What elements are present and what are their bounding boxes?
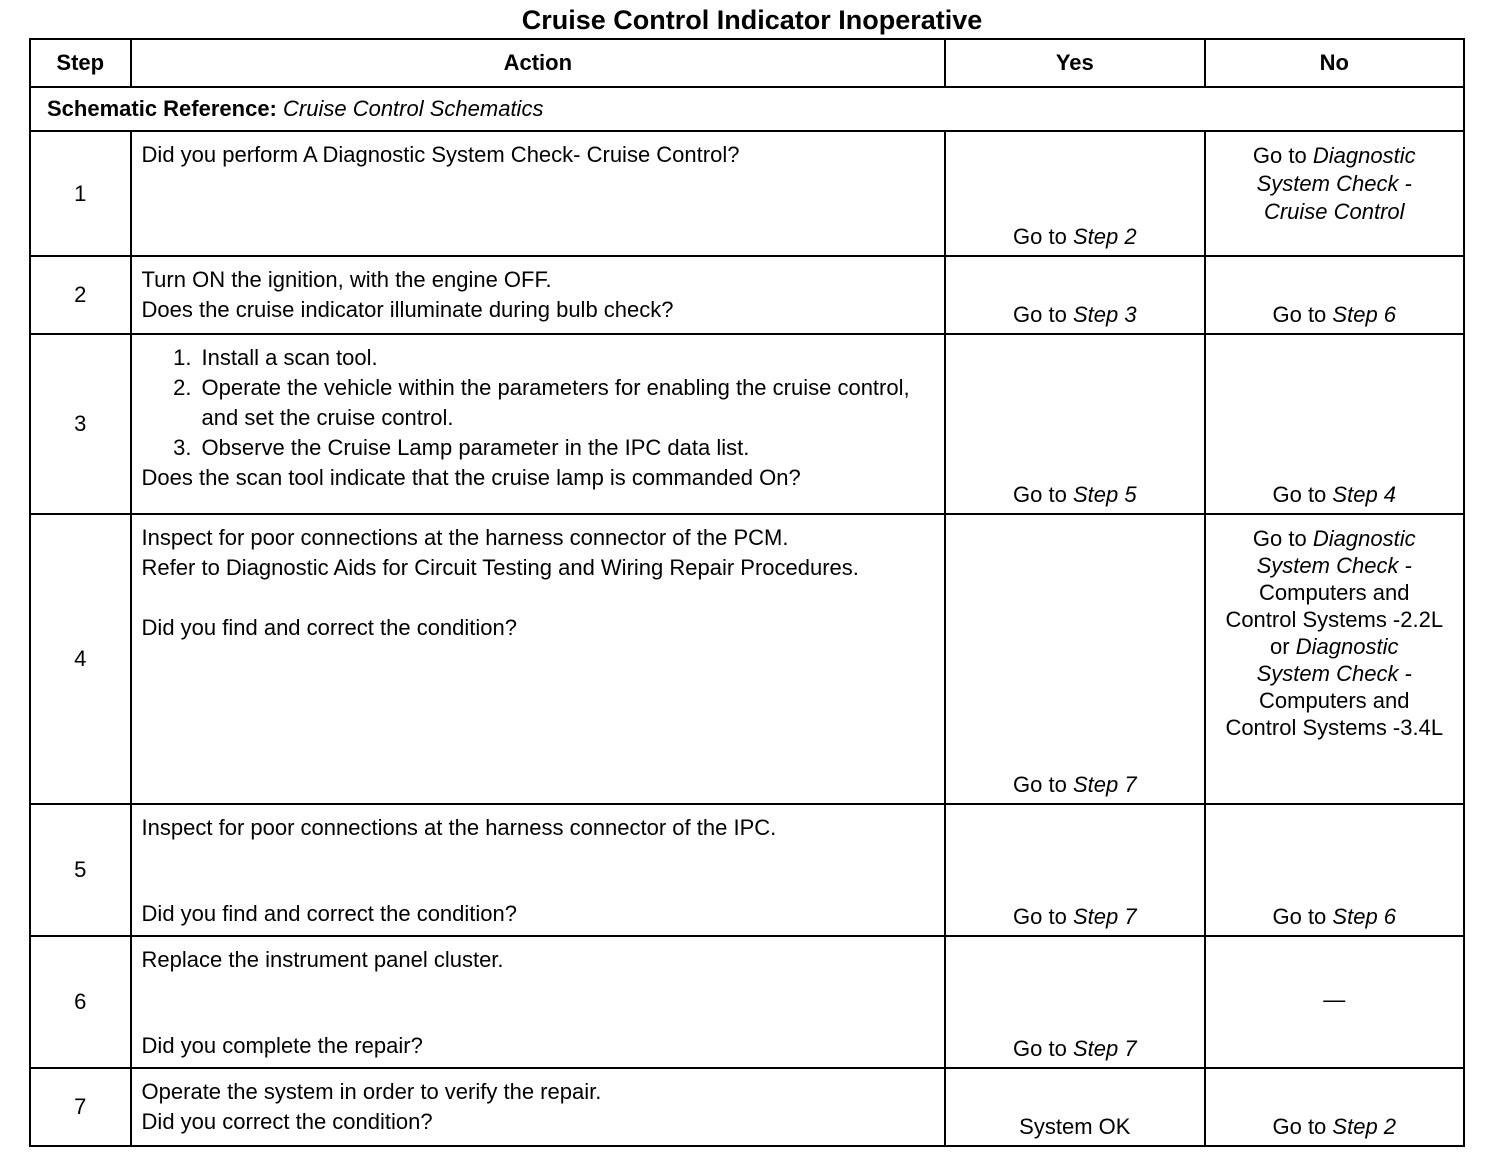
yes-cell (945, 131, 1204, 256)
action-cell (131, 936, 946, 1068)
table-row (30, 131, 1464, 256)
yes-link[interactable]: Step 5 (1072, 482, 1137, 507)
yes-link[interactable]: Step 7 (1072, 1036, 1137, 1061)
question-text: Did you find and correct the condition? (141, 901, 517, 926)
spacer (142, 583, 935, 613)
go-to-label: Go to (1013, 482, 1067, 507)
no-text: Computers and (1259, 688, 1410, 713)
action-text: Replace the instrument panel cluster. (141, 947, 504, 972)
action-text: Refer to Diagnostic Aids for Circuit Testing and Wiring Repair Procedures. (141, 555, 859, 580)
no-value-dash: — (1323, 987, 1346, 1012)
spacer (142, 843, 935, 899)
step-number: 7 (30, 1068, 131, 1146)
no-link[interactable]: Step 6 (1332, 904, 1397, 929)
no-link[interactable]: Step 4 (1332, 482, 1397, 507)
go-to-label: Go to (1272, 1114, 1327, 1139)
header-step: Step (30, 39, 131, 87)
no-link-part: System Check - (1256, 171, 1412, 196)
no-link-part: System Check - (1256, 661, 1412, 686)
yes-cell (945, 804, 1204, 936)
yes-result-text: System OK (1019, 1114, 1131, 1139)
table-row (30, 936, 1464, 1068)
no-cell (1205, 514, 1464, 804)
action-cell (131, 804, 946, 936)
action-steps-list (142, 343, 935, 463)
diagnostic-table (29, 38, 1465, 1147)
schematic-reference (30, 87, 1464, 131)
action-text: Did you perform A Diagnostic System Check- Cruise Control? (141, 142, 740, 167)
no-cell (1205, 131, 1464, 256)
action-text: Inspect for poor connections at the harness connector of the PCM. (141, 525, 789, 550)
no-text: Computers and (1259, 580, 1410, 605)
no-link[interactable]: Step 6 (1332, 302, 1397, 327)
question-text: Did you complete the repair? (141, 1033, 423, 1058)
action-cell (131, 256, 946, 334)
go-to-label: Go to (1272, 302, 1327, 327)
yes-cell (945, 1068, 1204, 1146)
yes-link[interactable]: Step 7 (1072, 772, 1137, 797)
go-to-label: Go to (1013, 302, 1067, 327)
no-link-part: System Check - (1256, 553, 1412, 578)
step-number: 1 (30, 131, 131, 256)
no-text: Control Systems -2.2L (1225, 607, 1444, 632)
yes-link[interactable]: Step 2 (1072, 224, 1137, 249)
no-text: Control Systems -3.4L (1225, 715, 1444, 740)
yes-cell (945, 514, 1204, 804)
yes-cell (945, 256, 1204, 334)
yes-cell (945, 334, 1204, 514)
table-row (30, 256, 1464, 334)
action-cell (131, 514, 946, 804)
step-number: 5 (30, 804, 131, 936)
page-title: Cruise Control Indicator Inoperative (521, 5, 983, 35)
step-number: 6 (30, 936, 131, 1068)
no-link[interactable]: Step 2 (1332, 1114, 1397, 1139)
no-link-part: Diagnostic (1295, 634, 1399, 659)
no-cell (1205, 256, 1464, 334)
list-item: 3. Observe the Cruise Lamp parameter in the IPC data list. (198, 433, 935, 463)
list-item: 2. Operate the vehicle within the parameters for enabling the cruise control, and set the cruise control. (198, 373, 935, 433)
spacer (142, 975, 935, 1031)
action-cell (131, 131, 946, 256)
no-link-part: Cruise Control (1263, 199, 1405, 224)
no-cell (1205, 936, 1464, 1068)
action-text: Operate the system in order to verify the repair. (141, 1079, 602, 1104)
question-text: Does the cruise indicator illuminate during bulb check? (141, 297, 674, 322)
go-to-label: Go to (1013, 772, 1067, 797)
step-number: 4 (30, 514, 131, 804)
step-number: 3 (30, 334, 131, 514)
question-text: Did you find and correct the condition? (141, 615, 517, 640)
action-cell (131, 1068, 946, 1146)
no-cell (1205, 334, 1464, 514)
header-row (30, 39, 1464, 87)
action-cell (131, 334, 946, 514)
table-row (30, 334, 1464, 514)
table-row (30, 804, 1464, 936)
go-to-label: Go to (1013, 224, 1067, 249)
go-to-label: Go to (1013, 1036, 1067, 1061)
yes-link[interactable]: Step 3 (1072, 302, 1137, 327)
action-text: Inspect for poor connections at the harness connector of the IPC. (141, 815, 777, 840)
no-link-part: Diagnostic (1312, 526, 1416, 551)
go-to-label: Go to (1252, 526, 1307, 551)
question-text: Does the scan tool indicate that the cruise lamp is commanded On? (141, 465, 801, 490)
no-cell (1205, 804, 1464, 936)
header-no: No (1205, 39, 1464, 87)
header-yes: Yes (945, 39, 1204, 87)
go-to-label: Go to (1013, 904, 1067, 929)
yes-link[interactable]: Step 7 (1072, 904, 1137, 929)
step-number: 2 (30, 256, 131, 334)
go-to-label: Go to (1272, 904, 1327, 929)
go-to-label: Go to (1272, 482, 1327, 507)
go-to-label: Go to (1252, 143, 1307, 168)
list-item: 1. Install a scan tool. (198, 343, 935, 373)
header-action: Action (131, 39, 946, 87)
schematic-reference-row (30, 87, 1464, 131)
schematic-reference-label: Schematic Reference: (47, 96, 277, 121)
table-row (30, 1068, 1464, 1146)
no-link-part: Diagnostic (1312, 143, 1416, 168)
question-text: Did you correct the condition? (141, 1109, 433, 1134)
no-cell (1205, 1068, 1464, 1146)
yes-cell (945, 936, 1204, 1068)
schematic-reference-link[interactable]: Cruise Control Schematics (283, 96, 544, 121)
table-row (30, 514, 1464, 804)
or-label: or (1270, 634, 1290, 659)
action-text: Turn ON the ignition, with the engine OFF. (141, 267, 552, 292)
